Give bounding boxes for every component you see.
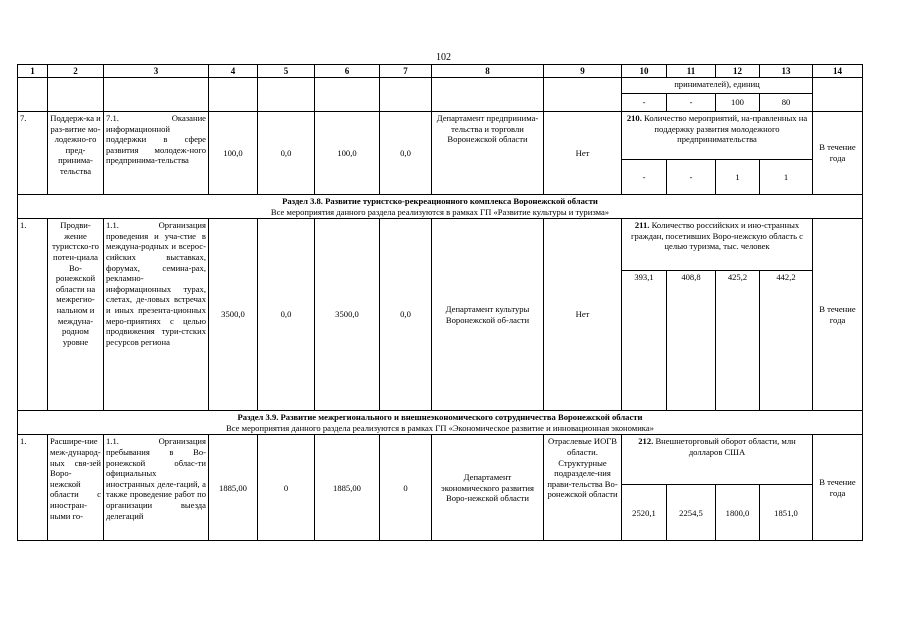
header-cell: 7 [380,65,432,78]
section-subtitle: Все мероприятия данного раздела реализуются в рамках ГП «Развитие культуры и туризма» [270,206,610,217]
value-cell: 408,8 [667,271,716,411]
indicator-cell [622,435,813,485]
indicator-text: Внешнеторговый оборот области, млн долларов США [655,436,796,457]
header-cell: 8 [432,65,544,78]
value-cell: 1 [760,160,813,195]
value-cell: 2254,5 [667,485,716,541]
header-cell: 5 [258,65,315,78]
value-cell: 1851,0 [760,485,813,541]
value-cell: - [667,94,716,112]
value-cell: 1800,0 [716,485,760,541]
table-row [18,435,863,485]
partner-cell: Отраслевые ИОГВ области. Структурные подразделе-ния прави-тельства Во-ронежской области [544,435,622,541]
header-cell: 10 [622,65,667,78]
goal-cell: Продви-жение туристско-го потен-циала Во-ронежской области на межрегио-нальном и междуна-родном уровне [48,219,104,411]
activity-cell: 7.1. Оказание информационной поддержки в сфере развития молодеж-ного предпринима-тельства [104,112,209,195]
indicator-cell [622,112,813,160]
value-cell: 2520,1 [622,485,667,541]
executor-cell: Департамент предпринима-тельства и торговли Воронежской области [432,112,544,195]
indicator-number: 211. [634,220,650,231]
value-cell: 0,0 [380,112,432,195]
section-row [18,411,863,435]
value-cell: 0,0 [380,219,432,411]
value-cell: 100,0 [209,112,258,195]
program-table [17,64,863,541]
row-number: 7. [18,112,48,195]
value-cell: 442,2 [760,271,813,411]
header-cell: 14 [813,65,863,78]
executor-cell: Департамент экономического развития Воро-нежской области [432,435,544,541]
indicator-number: 210. [626,113,642,123]
row-number: 1. [18,435,48,541]
header-cell: 12 [716,65,760,78]
term-cell: В течение года [813,435,863,541]
value-cell: 0 [380,435,432,541]
section-subtitle: Все мероприятия данного раздела реализуются в рамках ГП «Экономическое развитие и инновационная экономика» [226,422,654,433]
value-cell: 100 [716,94,760,112]
activity-cell: 1.1. Организация проведения и уча-стие в междуна-родных и всерос-сийских выставках, форумах, семина-рах, рекламно-информационных турах, слетах, де-ловых встречах и иных презента-ционных меро-приятиях с целью продвижения тури-стских ресурсов региона [104,219,209,411]
table-row [18,78,863,94]
header-cell: 1 [18,65,48,78]
value-cell: 1885,00 [315,435,380,541]
value-cell: 1885,00 [209,435,258,541]
section-title: Раздел 3.9. Развитие межрегионального и внешнеэкономического сотрудничества Воронежской области [237,412,643,423]
indicator-number: 212. [638,436,654,447]
activity-cell: 1.1. Организация пребывания в Во-ронежской облас-ти официальных иностранных деле-гаций, а также проведение работ по организации выезда делегаций [104,435,209,541]
value-cell: 1 [716,160,760,195]
indicator-cell [622,219,813,271]
header-cell: 6 [315,65,380,78]
value-cell: - [622,94,667,112]
value-cell: - [667,160,716,195]
header-cell: 9 [544,65,622,78]
indicator-text: принимателей), единиц [622,78,813,94]
value-cell: 3500,0 [315,219,380,411]
header-cell: 13 [760,65,813,78]
term-cell: В течение года [813,112,863,195]
value-cell: 0,0 [258,112,315,195]
partner-cell: Нет [544,219,622,411]
header-cell: 2 [48,65,104,78]
row-number: 1. [18,219,48,411]
value-cell: - [622,160,667,195]
value-cell: 100,0 [315,112,380,195]
value-cell: 425,2 [716,271,760,411]
section-row [18,195,863,219]
table-row [18,112,863,160]
page-number: 102 [436,52,451,63]
section-title: Раздел 3.8. Развитие туристско-рекреационного комплекса Воронежской области [282,196,598,206]
table-row [18,219,863,271]
header-cell: 11 [667,65,716,78]
goal-cell: Расшире-ние меж-дународ-ных свя-зей Воро-нежской области с иностран-ными го- [48,435,104,541]
executor-cell: Департамент культуры Воронежской об-ласти [432,219,544,411]
term-cell: В течение года [813,219,863,411]
value-cell: 0 [258,435,315,541]
indicator-text: Количество российских и ино-странных граждан, посетивших Воро-нежскую область с целью туризма, тыс. человек [631,220,803,252]
value-cell: 0,0 [258,219,315,411]
section-header [18,195,863,219]
goal-cell: Поддерж-ка и раз-витие мо-лодежно-го пред-принима-тельства [48,112,104,195]
header-row [18,65,863,78]
indicator-text: Количество мероприятий, на-правленных на поддержку развития молодежного предпринимательства [644,113,808,145]
partner-cell: Нет [544,112,622,195]
value-cell: 3500,0 [209,219,258,411]
section-header [18,411,863,435]
value-cell: 80 [760,94,813,112]
header-cell: 3 [104,65,209,78]
value-cell: 393,1 [622,271,667,411]
header-cell: 4 [209,65,258,78]
